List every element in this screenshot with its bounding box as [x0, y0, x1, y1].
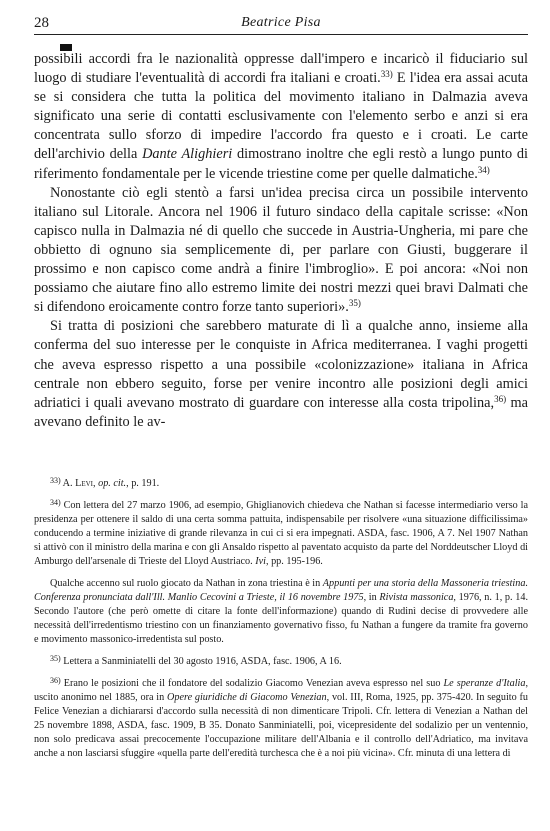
page-number: 28 [34, 15, 49, 31]
footnote-33: $^{33)}$ A. Levi, op. cit., p. 191. [50, 476, 160, 489]
paragraph-1: possibili accordi fra le nazionalità oppresse dall'impero e incaricò il fiduciario sul luogo di studiare l'eventualità di accordi fra italiani e croati.$^{33)}$ E l'idea era assai acuta se si considera che tutta la politica del movimento italiano in Dalmazia aveva significato una serie di contatti esclusivamente con l'elemento serbo e anzi si era concentrata sullo sforzo di impedire l'accordo fra questo e i croati. Le carte dell'archivio della Dante Alighieri dimostrano inoltre che egli restò a lungo punto di riferimento fondamentale per le vicende triestine come per quelle dalmatiche.$^{34)}$ [34, 51, 528, 182]
main-text [34, 50, 528, 432]
footnote-36: $^{36)}$ Erano le posizioni che il fondatore del sodalizio Giacomo Venezian aveva espresso nel suo Le speranze d'Italia, uscito anonimo nel 1885, ora in Opere giuridiche di Giacomo Venezian, vol. III, Roma, 1925, pp. 375-420. In seguito fu Felice Venezian a dichiararsi d'accordo sulla necessità di non dimenticare Tripoli. Cfr. lettera di Venezian a Nathan del 25 novembre 1898, ASDA, fasc. 1909, B 35. Donato Sanminiatelli, poi, vicepresidente del sodalizio per un ventennio, non solo predicava assai precocemente l'occupazione militare dell'Albania e il controllo dell'Adriatico, ma invitava anche a non lasciarsi sfuggire «quella parte dell'eredità turchesca che è a noi più vicina». Cfr. minuta di una lettera di [34, 676, 528, 759]
running-head: Beatrice Pisa [241, 15, 321, 30]
paragraph-2: Nonostante ciò egli stentò a farsi un'idea precisa circa un possibile intervento italiano sul Litorale. Ancora nel 1906 il futuro sindaco della capitale scrisse: «Non capisco nulla in Dalmazia né di quello che succede in Austria-Ungheria, mi pare che obbietto di ognuno sia semplicemente di, per parlare con Giusti, buggerare il prossimo e non capisco come andrà a finire l'imbroglio». E poi ancora: «Noi non possiamo che aiutare fino allo estremo limite dei nostri mezzi quei bravi Dalmati che si difendono eroicamente contro forze tanto superiori».$^{35)}$ [34, 184, 528, 316]
footnote-35: $^{35)}$ Lettera a Sanminiatelli del 30 agosto 1916, ASDA, fasc. 1906, A 16. [50, 654, 342, 667]
footnote-author: Levi [75, 478, 93, 489]
footnote-ref-36: 36) [494, 393, 507, 404]
emphasis-dante-alighieri: Dante Alighieri [142, 146, 233, 163]
footnotes [34, 477, 528, 769]
page-header [34, 14, 528, 35]
footnote-ref-33: 33) [380, 69, 393, 80]
paragraph-3: Si tratta di posizioni che sarebbero maturate di lì a qualche anno, insieme alla conferma del suo interesse per le conquiste in Africa mediterranea. I vaghi progetti che aveva espresso rispetto a una possibile «colonizzazione» italiana in Africa centrale non ebbero seguito, forse per venire incontro alle posizioni degli amici adriatici i quali avevano mostrato di guardare con interesse alla costa tripolina,$^{36)}$ ma avevano definito le av- [34, 318, 529, 430]
book-page [34, 14, 528, 824]
footnote-34-continued: Qualche accenno sul ruolo giocato da Nathan in zona triestina è in Appunti per una storia della Massoneria triestina. Conferenza pronunciata dall'Ill. Manlio Cecovini a Trieste, il 16 novembre 1975, in Rivista massonica, 1976, n. 1, p. 14. Secondo l'autore (che però omette di citare la fonte dell'informazione) quando di Rudinì decise di provvedere alle necessità dell'irredentismo triestino con un finanziamento governativo fisso, fu Nathan a fungere da tramite fra governo e movimento massonico-irredentista sul posto. [34, 578, 529, 645]
footnote-ref-34: 34) [477, 164, 490, 175]
footnote-ref-35: 35) [348, 298, 361, 309]
footnote-34: $^{34)}$ Con lettera del 27 marzo 1906, ad esempio, Ghiglianovich chiedeva che Nathan si facesse intermediario verso la presidenza per ottenere il saldo di una certa somma pattuita, indispensabile per risolvere «una situazione difficilissima» conducendo a termine iniziative di grande rilevanza in cui ci si era impegnati. ASDA, fasc. 1906, A 7. Nel 1907 Nathan si attivò con il ministro della marina e con gli Ansaldo rispetto al paventato acquisto da parte del Norddeutscher Lloyd di Amburgo dell'arsenale di Trieste del Lloyd Austriaco. Ivi, pp. 195-196. [34, 498, 528, 567]
